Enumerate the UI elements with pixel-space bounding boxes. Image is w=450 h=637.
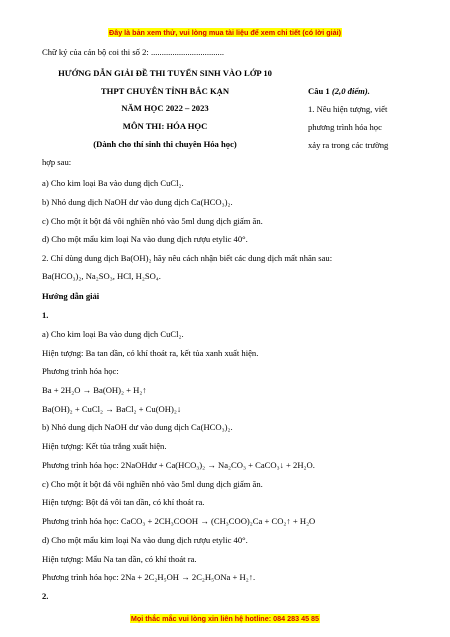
solution-c-equation: Phương trình hóa học: CaCO₃ + 2CH₃COOH → (CH₃COO)₂Ca + CO₂↑ + H₂O (42, 516, 316, 526)
solution-b-phenomenon: Hiện tượng: Kết tủa trắng xuất hiện. (42, 441, 167, 451)
question1-heading: Câu 1 (2,0 điểm). (308, 86, 370, 96)
solution-b-question: b) Nhỏ dung dịch NaOH dư vào dung dịch Ca(HCO₃)₂. (42, 422, 233, 432)
solution-b-equation: Phương trình hóa học: 2NaOHdư + Ca(HCO₃)₂ → Na₂CO₃ + CaCO₃↓ + 2H₂O. (42, 460, 315, 470)
question1-intro-c: xảy ra trong các trường (308, 140, 389, 150)
question1-item-b: b) Nhỏ dung dịch NaOH dư vào dung dịch Ca(HCO₃)₂. (42, 197, 233, 207)
header-audience: (Dành cho thí sinh thi chuyên Hóa học) (93, 139, 237, 149)
solution-heading: Hướng dẫn giải (42, 291, 100, 301)
question1-part2-list: Ba(HCO₃)₂, Na₂SO₃, HCl, H₂SO₄. (42, 271, 161, 281)
solution-number-2: 2. (42, 591, 49, 601)
header-year: NĂM HỌC 2022 – 2023 (121, 103, 209, 113)
solution-a-equation-1: Ba + 2H₂O → Ba(OH)₂ + H₂↑ (42, 385, 147, 395)
question1-intro-b: phương trình hóa học (308, 122, 382, 132)
solution-d-equation: Phương trình hóa học: 2Na + 2C₂H₅OH → 2C₂H₅ONa + H₂↑. (42, 572, 256, 582)
signature-line: Chữ ký của cán bộ coi thi số 2: .................................. (42, 47, 225, 57)
hotline-banner: Mọi thắc mắc vui lòng xin liên hệ hotline: 084 283 45 85 (130, 614, 320, 623)
question1-intro-a: 1. Nêu hiện tượng, viết (308, 104, 388, 114)
question1-intro-d: hợp sau: (42, 157, 72, 167)
solution-c-phenomenon: Hiện tượng: Bột đá vôi tan dần, có khí thoát ra. (42, 497, 205, 507)
question1-part2: 2. Chỉ dùng dung dịch Ba(OH)₂ hãy nêu cách nhận biết các dung dịch mất nhãn sau: (42, 253, 333, 263)
solution-a-equation-label: Phương trình hóa học: (42, 366, 119, 376)
question1-item-a: a) Cho kim loại Ba vào dung dịch CuCl₂. (42, 178, 184, 188)
solution-c-question: c) Cho một ít bột đá vôi nghiền nhỏ vào 5ml dung dịch giấm ăn. (42, 479, 263, 489)
solution-a-equation-2: Ba(OH)₂ + CuCl₂ → BaCl₂ + Cu(OH)₂↓ (42, 404, 182, 414)
question1-item-d: d) Cho một mẩu kim loại Na vào dung dịch rượu etylic 40°. (42, 234, 248, 244)
header-subject: MÔN THI: HÓA HỌC (122, 121, 208, 131)
preview-notice-banner: Đây là bản xem thử, vui lòng mua tài liệu để xem chi tiết (có lời giải) (109, 28, 341, 37)
question1-item-c: c) Cho một ít bột đá vôi nghiền nhỏ vào 5ml dung dịch giấm ăn. (42, 216, 263, 226)
solution-d-question: d) Cho một mẩu kim loại Na vào dung dịch rượu etylic 40°. (42, 535, 248, 545)
solution-number-1: 1. (42, 310, 49, 320)
solution-d-phenomenon: Hiện tượng: Mẩu Na tan dần, có khí thoát ra. (42, 554, 197, 564)
solution-a-question: a) Cho kim loại Ba vào dung dịch CuCl₂. (42, 329, 184, 339)
header-title-1: HƯỚNG DẪN GIẢI ĐỀ THI TUYỂN SINH VÀO LỚP 10 (58, 68, 272, 78)
header-title-2: THPT CHUYÊN TỈNH BẮC KẠN (100, 86, 230, 96)
solution-a-phenomenon: Hiện tượng: Ba tan dần, có khí thoát ra, kết tủa xanh xuất hiện. (42, 348, 259, 358)
